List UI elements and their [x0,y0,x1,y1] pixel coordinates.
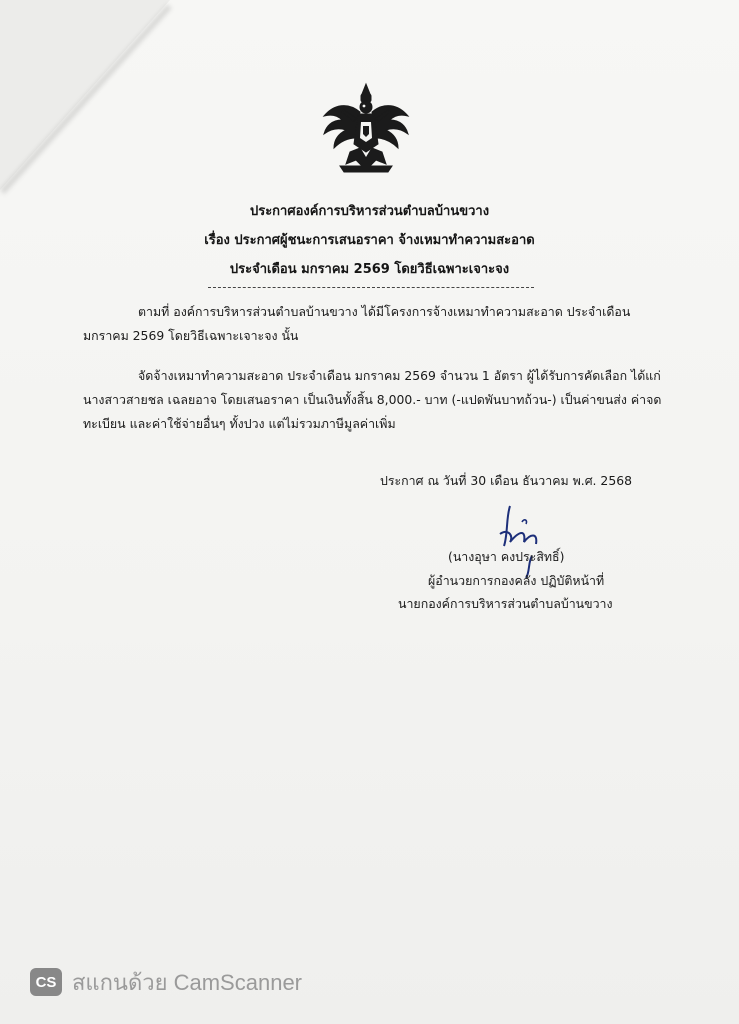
camscanner-watermark [30,966,302,998]
camscanner-logo-icon: CS [30,968,62,996]
header-subject: เรื่อง ประกาศผู้ชนะการเสนอราคา จ้างเหมาทำความสะอาด [204,233,535,248]
handwritten-signature [480,500,560,580]
signer-name: (นางอุษา คงประสิทธิ์) [448,549,565,564]
announce-date: ประกาศ ณ วันที่ 30 เดือน ธันวาคม พ.ศ. 2568 [380,473,632,488]
paragraph-2-line-1: จัดจ้างเหมาทำความสะอาด ประจำเดือน มกราคม 2569 จำนวน 1 อัตรา ผู้ได้รับการคัดเลือก ได้แก่ [138,368,661,383]
header-divider [208,287,534,288]
paragraph-2-line-3: ทะเบียน และค่าใช้จ่ายอื่นๆ ทั้งปวง แต่ไม่รวมภาษีมูลค่าเพิ่ม [83,416,396,431]
header-period: ประจำเดือน มกราคม 2569 โดยวิธีเฉพาะเจาะจง [229,262,510,277]
paragraph-2-line-2: นางสาวสายชล เฉลยอาจ โดยเสนอราคา เป็นเงินทั้งสิ้น 8,000.- บาท (-แปดพันบาทถ้วน-) เป็นค่าขนส่ง ค่าจด [83,392,662,407]
signer-position-2: นายกองค์การบริหารส่วนตำบลบ้านขวาง [398,596,613,611]
signer-position-1: ผู้อำนวยการกองคลัง ปฏิบัติหน้าที่ [428,573,605,588]
garuda-emblem-icon [320,82,412,178]
header-title: ประกาศองค์การบริหารส่วนตำบลบ้านขวาง [249,204,490,219]
camscanner-text: สแกนด้วย CamScanner [72,969,303,995]
paragraph-1-line-2: มกราคม 2569 โดยวิธีเฉพาะเจาะจง นั้น [83,328,299,343]
paragraph-2 [83,364,673,436]
paragraph-1-line-1: ตามที่ องค์การบริหารส่วนตำบลบ้านขวาง ได้มีโครงการจ้างเหมาทำความสะอาด ประจำเดือน [138,304,631,319]
paragraph-1 [83,300,673,348]
